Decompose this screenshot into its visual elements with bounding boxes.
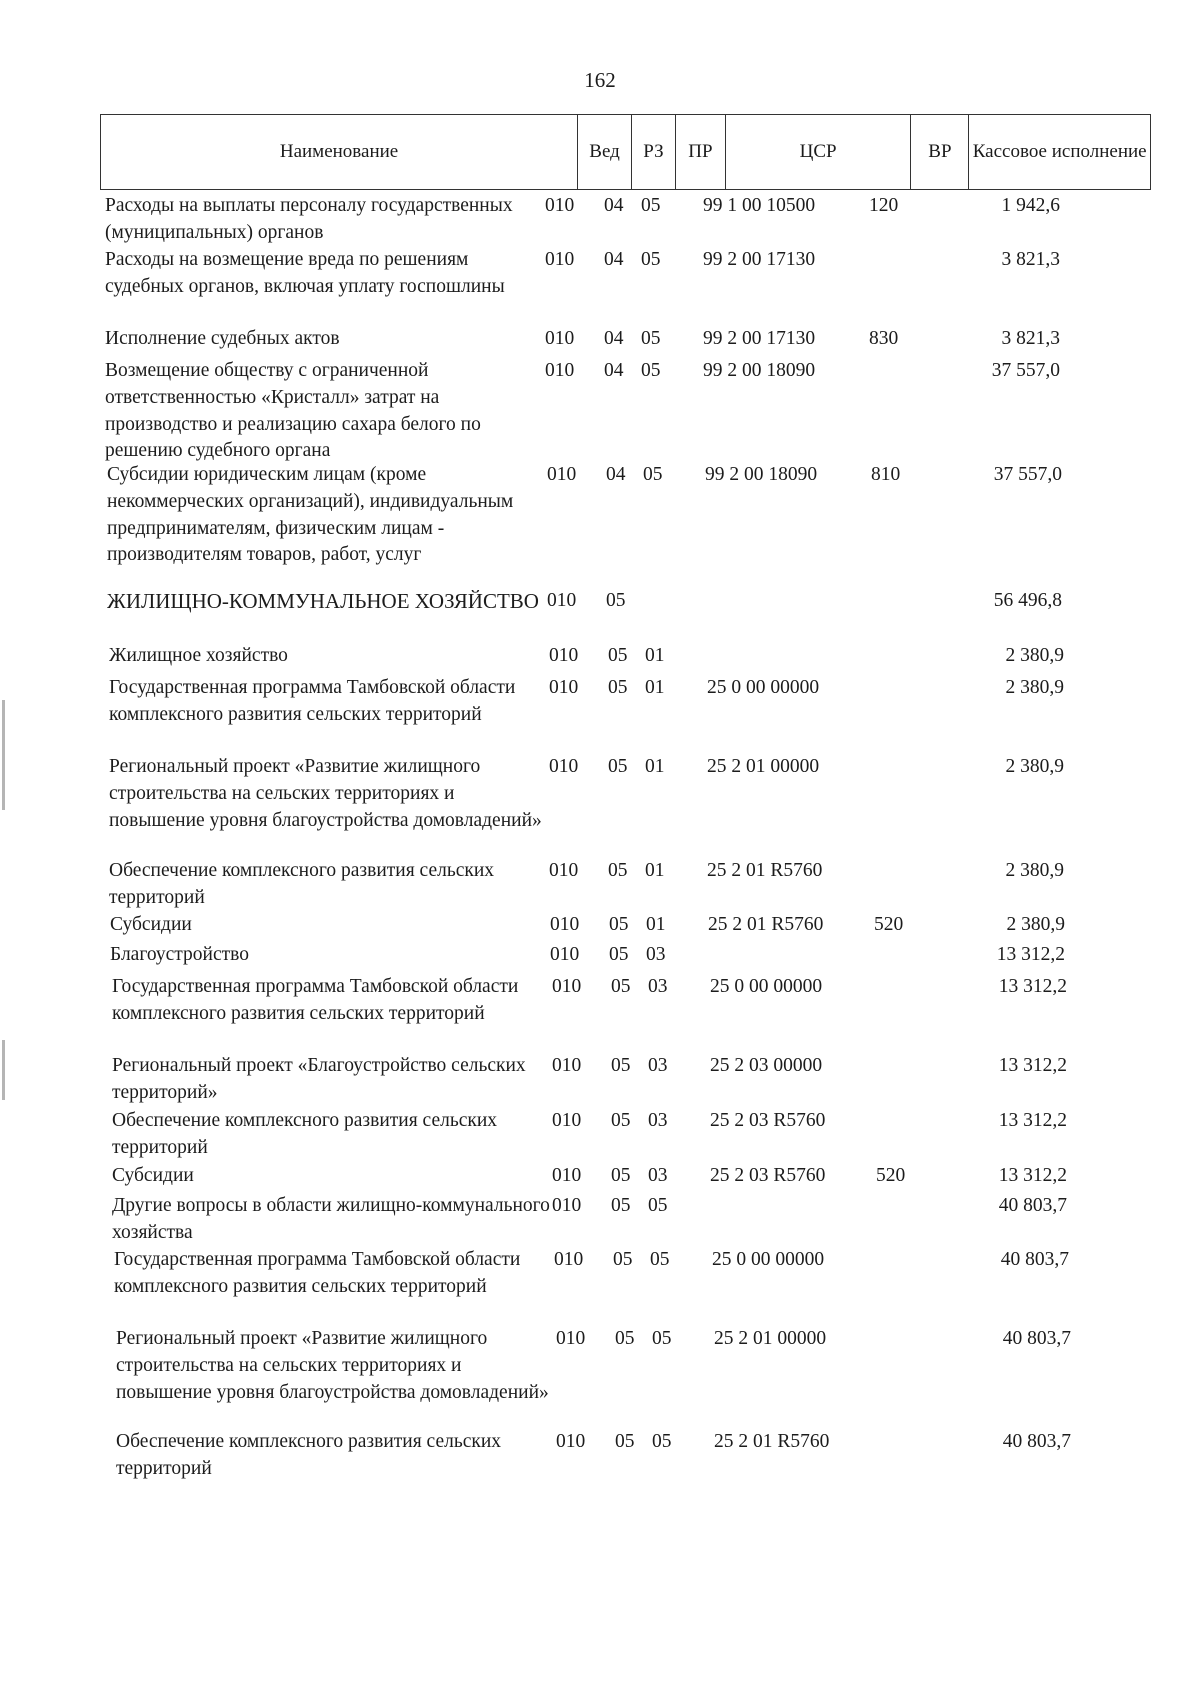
cell-ved: 010: [545, 360, 575, 381]
cell-pr: 05: [641, 328, 661, 349]
cell-rz: 05: [608, 860, 628, 881]
cell-csr: 25 2 03 R5760: [710, 1165, 826, 1186]
cell-sum: 2 380,9: [1005, 677, 1064, 698]
cell-csr: 25 2 01 R5760: [707, 860, 823, 881]
cell-name: Благоустройство: [110, 944, 249, 965]
cell-ved: 010: [556, 1328, 586, 1349]
cell-name: Другие вопросы в области жилищно-коммунального хозяйства: [112, 1195, 550, 1243]
cell-csr: 99 2 00 17130: [703, 328, 816, 349]
cell-ved: 010: [549, 756, 579, 777]
cell-sum: 40 803,7: [998, 1195, 1067, 1216]
cell-sum: 37 557,0: [993, 464, 1062, 485]
cell-name: ЖИЛИЩНО-КОММУНАЛЬНОЕ ХОЗЯЙСТВО: [107, 589, 539, 613]
cell-pr: 01: [645, 677, 665, 698]
cell-name: Субсидии: [110, 914, 192, 935]
cell-sum: 2 380,9: [1005, 756, 1064, 777]
page-number: 162: [584, 68, 616, 92]
cell-name: Государственная программа Тамбовской области комплексного развития сельских территорий: [114, 1249, 521, 1297]
cell-csr: 25 2 01 R5760: [714, 1431, 830, 1452]
cell-sum: 40 803,7: [1002, 1431, 1071, 1452]
scan-artifact: [2, 700, 5, 810]
cell-rz: 05: [611, 1195, 631, 1216]
cell-vr: 520: [874, 914, 904, 935]
cell-name: Государственная программа Тамбовской области комплексного развития сельских территорий: [112, 976, 519, 1024]
cell-name: Жилищное хозяйство: [109, 645, 288, 666]
cell-rz: 05: [608, 756, 628, 777]
cell-csr: 25 2 01 R5760: [708, 914, 824, 935]
cell-pr: 05: [641, 195, 661, 216]
cell-sum: 13 312,2: [998, 1110, 1067, 1131]
table-header: [100, 114, 1151, 190]
cell-csr: 25 2 01 00000: [707, 756, 820, 777]
cell-ved: 010: [552, 1165, 582, 1186]
cell-csr: 25 2 03 00000: [710, 1055, 823, 1076]
cell-name: Региональный проект «Развитие жилищного строительства на сельских территориях и повышение уровня благоустройства домовладений»: [116, 1328, 549, 1403]
cell-name: Региональный проект «Развитие жилищного строительства на сельских территориях и повышение уровня благоустройства домовладений»: [109, 756, 542, 831]
column-header-vr: ВР: [911, 115, 969, 189]
cell-ved: 010: [554, 1249, 584, 1270]
cell-ved: 010: [549, 677, 579, 698]
cell-name: Субсидии: [112, 1165, 194, 1186]
cell-rz: 04: [606, 464, 626, 485]
cell-rz: 05: [608, 677, 628, 698]
scan-artifact: [2, 1040, 5, 1100]
cell-ved: 010: [556, 1431, 586, 1452]
cell-rz: 05: [615, 1431, 635, 1452]
cell-vr: 830: [869, 328, 899, 349]
cell-csr: 99 2 00 18090: [703, 360, 816, 381]
cell-csr: 99 2 00 17130: [703, 249, 816, 270]
cell-name: Региональный проект «Благоустройство сельских территорий»: [112, 1055, 526, 1103]
cell-csr: 25 0 00 00000: [710, 976, 823, 997]
cell-rz: 04: [604, 360, 624, 381]
cell-pr: 03: [648, 1110, 668, 1131]
cell-name: Субсидии юридическим лицам (кроме некоммерческих организаций), индивидуальным предпринимателям, физическим лицам - производителям товаров, работ, услуг: [107, 464, 514, 566]
cell-rz: 05: [615, 1328, 635, 1349]
cell-rz: 05: [611, 976, 631, 997]
cell-csr: 99 1 00 10500: [703, 195, 816, 216]
cell-name: Возмещение обществу с ограниченной ответственностью «Кристалл» затрат на производство и реализацию сахара белого по решению судебного органа: [105, 360, 481, 462]
cell-vr: 520: [876, 1165, 906, 1186]
cell-pr: 05: [650, 1249, 670, 1270]
cell-rz: 04: [604, 328, 624, 349]
cell-rz: 05: [609, 944, 629, 965]
cell-pr: 03: [646, 944, 666, 965]
cell-ved: 010: [552, 976, 582, 997]
cell-ved: 010: [549, 645, 579, 666]
cell-sum: 13 312,2: [998, 1165, 1067, 1186]
cell-sum: 2 380,9: [1006, 914, 1065, 935]
cell-name: Обеспечение комплексного развития сельских территорий: [112, 1110, 498, 1158]
cell-sum: 56 496,8: [993, 590, 1062, 611]
cell-rz: 05: [609, 914, 629, 935]
cell-ved: 010: [552, 1110, 582, 1131]
cell-ved: 010: [549, 860, 579, 881]
cell-pr: 05: [641, 360, 661, 381]
cell-name: Обеспечение комплексного развития сельских территорий: [109, 860, 495, 908]
cell-rz: 04: [604, 195, 624, 216]
cell-name: Расходы на возмещение вреда по решениям судебных органов, включая уплату госпошлины: [105, 249, 505, 297]
cell-vr: 810: [871, 464, 901, 485]
cell-sum: 3 821,3: [1001, 249, 1060, 270]
cell-csr: 25 2 03 R5760: [710, 1110, 826, 1131]
cell-vr: 120: [869, 195, 899, 216]
column-header-name: Наименование: [101, 115, 578, 189]
cell-pr: 01: [645, 645, 665, 666]
cell-rz: 05: [613, 1249, 633, 1270]
cell-ved: 010: [545, 195, 575, 216]
cell-pr: 05: [652, 1328, 672, 1349]
cell-rz: 05: [611, 1165, 631, 1186]
column-header-ved: Вед: [578, 115, 632, 189]
cell-name: Расходы на выплаты персоналу государственных (муниципальных) органов: [105, 195, 513, 243]
cell-name: Государственная программа Тамбовской области комплексного развития сельских территорий: [109, 677, 516, 725]
cell-rz: 05: [606, 590, 626, 611]
cell-sum: 1 942,6: [1001, 195, 1060, 216]
cell-rz: 05: [611, 1055, 631, 1076]
cell-csr: 25 2 01 00000: [714, 1328, 827, 1349]
cell-sum: 3 821,3: [1001, 328, 1060, 349]
cell-pr: 01: [645, 860, 665, 881]
cell-pr: 05: [652, 1431, 672, 1452]
cell-ved: 010: [552, 1195, 582, 1216]
cell-pr: 01: [646, 914, 666, 935]
cell-ved: 010: [550, 944, 580, 965]
cell-ved: 010: [545, 328, 575, 349]
cell-pr: 03: [648, 1055, 668, 1076]
cell-ved: 010: [545, 249, 575, 270]
cell-sum: 13 312,2: [996, 944, 1065, 965]
cell-name: Исполнение судебных актов: [105, 328, 340, 349]
cell-pr: 03: [648, 1165, 668, 1186]
cell-sum: 13 312,2: [998, 1055, 1067, 1076]
cell-csr: 25 0 00 00000: [712, 1249, 825, 1270]
cell-sum: 13 312,2: [998, 976, 1067, 997]
cell-sum: 37 557,0: [991, 360, 1060, 381]
cell-csr: 99 2 00 18090: [705, 464, 818, 485]
cell-rz: 05: [611, 1110, 631, 1131]
cell-pr: 05: [641, 249, 661, 270]
cell-sum: 40 803,7: [1002, 1328, 1071, 1349]
column-header-rz: РЗ: [632, 115, 676, 189]
cell-pr: 01: [645, 756, 665, 777]
cell-name: Обеспечение комплексного развития сельских территорий: [116, 1431, 502, 1479]
cell-pr: 05: [648, 1195, 668, 1216]
cell-ved: 010: [547, 464, 577, 485]
cell-ved: 010: [547, 590, 577, 611]
cell-sum: 40 803,7: [1000, 1249, 1069, 1270]
cell-pr: 05: [643, 464, 663, 485]
cell-sum: 2 380,9: [1005, 645, 1064, 666]
column-header-csr: ЦСР: [726, 115, 912, 189]
cell-sum: 2 380,9: [1005, 860, 1064, 881]
column-header-sum: Кассовое исполнение: [972, 141, 1147, 163]
cell-csr: 25 0 00 00000: [707, 677, 820, 698]
cell-ved: 010: [552, 1055, 582, 1076]
cell-rz: 04: [604, 249, 624, 270]
cell-pr: 03: [648, 976, 668, 997]
cell-ved: 010: [550, 914, 580, 935]
cell-rz: 05: [608, 645, 628, 666]
column-header-pr: ПР: [676, 115, 726, 189]
